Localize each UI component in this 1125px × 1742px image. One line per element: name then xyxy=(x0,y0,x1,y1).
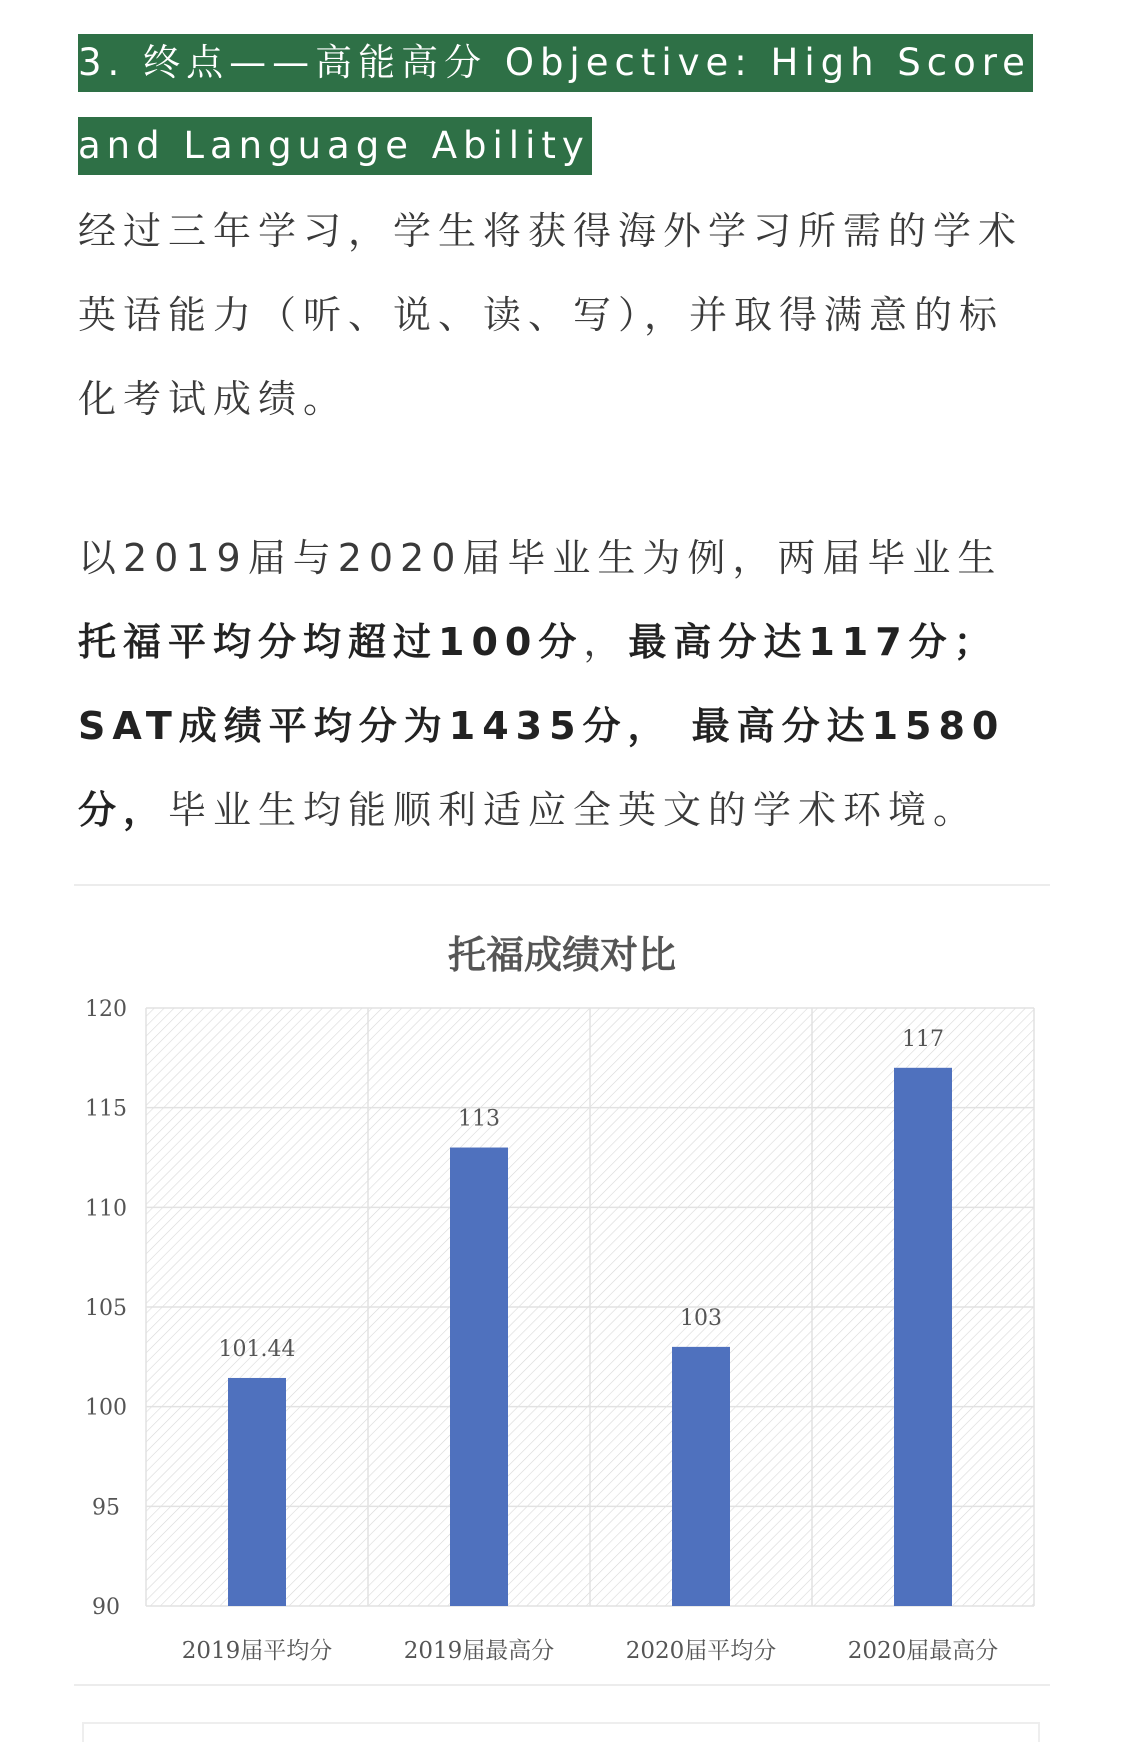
chart-title: 托福成绩对比 xyxy=(447,932,677,977)
toefl-max-highlight: 最高分达117分； xyxy=(628,620,999,664)
x-tick-0: 2019届平均分 xyxy=(181,1638,333,1664)
bar-1 xyxy=(450,1148,508,1606)
intro-paragraph: 经过三年学习，学生将获得海外学习所需的学术英语能力（听、说、读、写），并取得满意的标化考试成绩。 xyxy=(78,209,1024,421)
toefl-average-highlight: 托福平均分均超过100分 xyxy=(78,620,584,664)
bar-2 xyxy=(672,1347,730,1606)
value-label-2: 103 xyxy=(680,1305,722,1331)
y-tick-95: 95 xyxy=(92,1495,120,1521)
next-section-box xyxy=(82,1722,1040,1742)
y-axis-ticks xyxy=(85,997,127,1620)
divider-top xyxy=(74,884,1050,886)
sat-average-highlight: SAT成绩平均分为1435分， xyxy=(78,704,673,748)
y-tick-105: 105 xyxy=(85,1296,127,1321)
divider-bottom xyxy=(74,1684,1050,1686)
results-intro: 以2019届与2020届毕业生为例，两届毕业生 xyxy=(78,536,1003,580)
x-tick-1: 2019届最高分 xyxy=(403,1638,555,1664)
y-tick-90: 90 xyxy=(92,1595,120,1620)
value-label-0: 101.44 xyxy=(218,1336,296,1362)
bar-0 xyxy=(228,1378,286,1606)
section-heading-line-2: and Language Ability xyxy=(78,117,592,175)
results-outro: 毕业生均能顺利适应全英文的学术环境。 xyxy=(168,788,979,832)
bar-3 xyxy=(894,1068,952,1606)
y-tick-100: 100 xyxy=(85,1395,127,1421)
x-tick-2: 2020届平均分 xyxy=(625,1638,777,1664)
y-tick-110: 110 xyxy=(85,1196,127,1222)
sat-max-highlight: 最高分达1580分， xyxy=(78,704,1006,832)
separator: ， xyxy=(583,620,629,664)
value-label-1: 113 xyxy=(458,1106,500,1132)
results-paragraph xyxy=(78,516,1043,852)
x-axis-ticks xyxy=(182,1638,999,1664)
section-heading-line-1: 3. 终点——高能高分 Objective: High Score xyxy=(78,34,1033,92)
y-tick-115: 115 xyxy=(85,1096,127,1122)
value-label-3: 117 xyxy=(902,1026,944,1052)
x-tick-3: 2020届最高分 xyxy=(847,1638,999,1664)
y-tick-120: 120 xyxy=(85,997,127,1022)
toefl-bar-chart xyxy=(74,890,1050,1680)
spacer xyxy=(673,704,692,748)
